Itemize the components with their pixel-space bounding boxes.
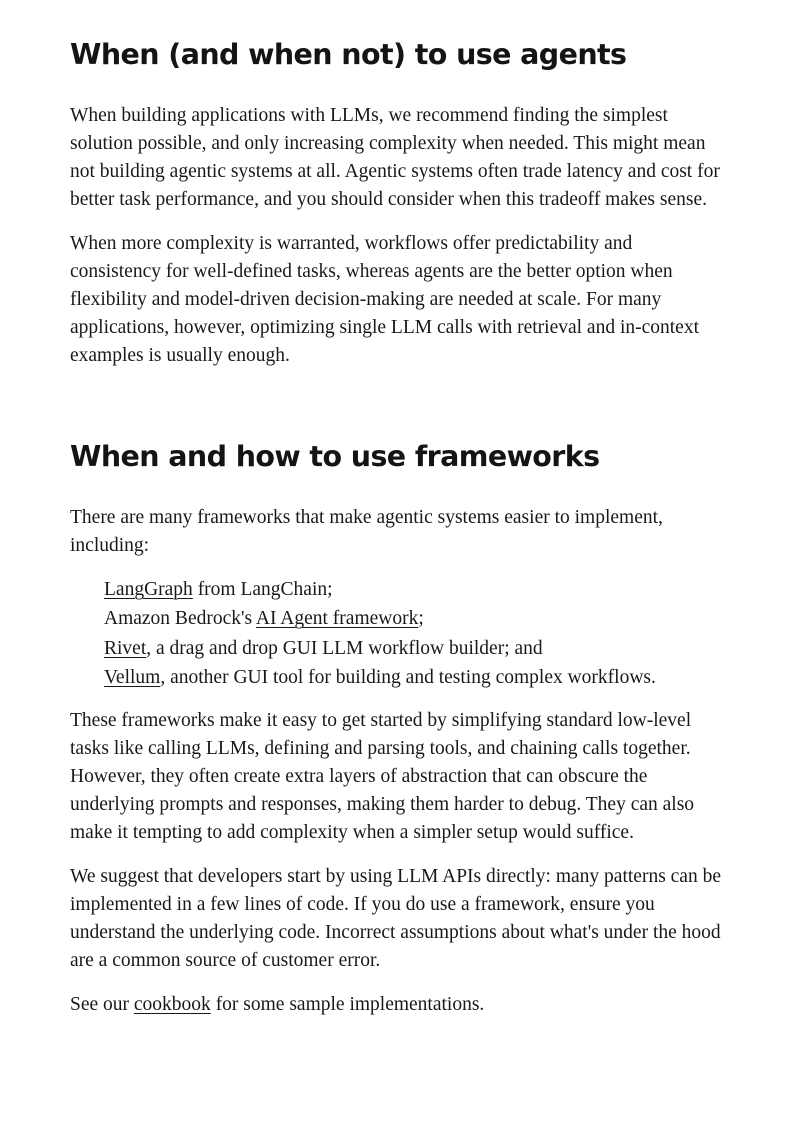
- list-item-prefix: Amazon Bedrock's: [104, 608, 256, 630]
- list-item-rivet: [104, 634, 725, 663]
- list-item-suffix: , another GUI tool for building and testing complex workflows.: [160, 666, 656, 688]
- section-body-agents: [70, 102, 725, 370]
- list-item-langgraph: [104, 575, 725, 604]
- cookbook-suffix: for some sample implementations.: [210, 994, 485, 1016]
- paragraph-use-apis-directly: We suggest that developers start by using LLM APIs directly: many patterns can be implemented in a few lines of code. If you do use a framework, ensure you understand the underlying code. Incorrect assumptions about what's under the hood are a common source of customer error.: [70, 866, 721, 972]
- list-item-suffix: from LangChain;: [192, 579, 333, 600]
- paragraph-more-complexity: When more complexity is warranted, workflows offer predictability and consistency for well-defined tasks, whereas agents are the better option when flexibility and model-driven decision-making are needed at scale. For many applications, however, optimizing single LLM calls with retrieval and in-context examples is usually enough.: [70, 233, 700, 366]
- list-item-suffix: , a drag and drop GUI LLM workflow builder; and: [146, 637, 543, 659]
- list-item-vellum: [104, 663, 725, 692]
- rivet-link[interactable]: Rivet: [104, 637, 147, 659]
- section-heading-agents: When (and when not) to use agents: [70, 38, 627, 71]
- paragraph-cookbook: [70, 991, 725, 1019]
- section-body-frameworks: [70, 504, 725, 1019]
- frameworks-list: [70, 575, 725, 692]
- list-item-suffix: ;: [418, 608, 424, 630]
- cookbook-prefix: See our: [70, 994, 134, 1016]
- paragraph-frameworks-tradeoffs: These frameworks make it easy to get started by simplifying standard low-level tasks like calling LLMs, defining and parsing tools, and chaining calls together. However, they often create extra layers of abstraction that can obscure the underlying prompts and responses, making them harder to debug. They can also make it tempting to add complexity when a simpler setup would suffice.: [70, 710, 695, 844]
- vellum-link[interactable]: Vellum: [104, 666, 161, 688]
- section-heading-frameworks: When and how to use frameworks: [70, 440, 600, 473]
- ai-agent-framework-link[interactable]: AI Agent framework: [255, 608, 419, 630]
- paragraph-simplest-solution: When building applications with LLMs, we recommend finding the simplest solution possible, and only increasing complexity when needed. This might mean not building agentic systems at all. Agentic systems often trade latency and cost for better task performance, and you should consider when this tradeoff makes sense.: [70, 105, 720, 210]
- list-item-bedrock: [104, 604, 725, 633]
- cookbook-link[interactable]: cookbook: [133, 994, 211, 1016]
- paragraph-frameworks-intro: There are many frameworks that make agentic systems easier to implement, including:: [70, 507, 663, 556]
- langgraph-link[interactable]: LangGraph: [104, 579, 193, 600]
